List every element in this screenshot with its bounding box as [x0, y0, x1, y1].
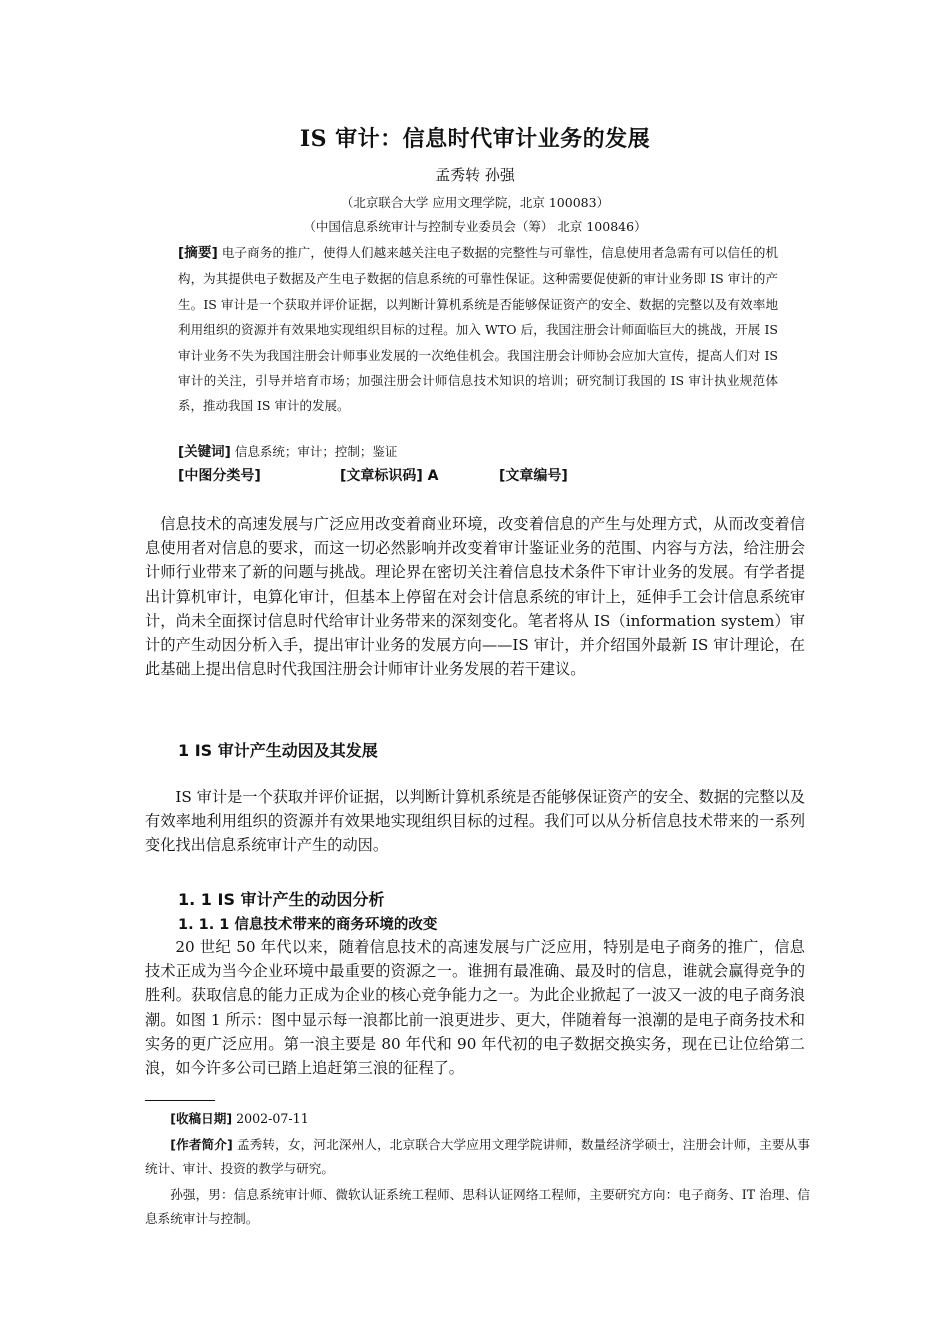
article-number-label: [文章编号] — [499, 468, 568, 484]
affiliation-2: （中国信息系统审计与控制专业委员会（筹） 北京 100846） — [303, 219, 647, 234]
affiliation-1: （北京联合大学 应用文理学院，北京 100083） — [340, 195, 610, 210]
section-1-1-heading: 1. 1 IS 审计产生的动因分析 — [178, 890, 385, 909]
keywords — [178, 440, 397, 460]
classification-label: [中图分类号] — [178, 468, 261, 484]
author-bio-label: [作者简介] — [170, 1137, 233, 1152]
footnote-author-1 — [145, 1133, 810, 1181]
document-id-label: [文章标识码] A — [340, 468, 439, 484]
section-1-1-1-paragraph: 20 世纪 50 年代以来，随着信息技术的高速发展与广泛应用，特别是电子商务的推广，信息技术正成为当今企业环境中最重要的资源之一。谁拥有最准确、最及时的信息，谁就会赢得竞争的胜利。获取信息的能力正成为企业的核心竞争能力之一。为此企业掀起了一波又一波的电子商务浪潮。如图 1 所示：图中显示每一浪都比前一浪更进步、更大，伴随着每一浪潮的是电子商务技术和实务的更广泛应用。第一浪主要是 80 年代和 90 年代初的电子数据交换实务，现在已让位给第二浪，如今许多公司已踏上追赶第三浪的征程了。 — [145, 938, 805, 1078]
author-1-bio: 孟秀转，女，河北深州人，北京联合大学应用文理学院讲师，数量经济学硕士，注册会计师，主要从事统计、审计、投资的教学与研究。 — [145, 1137, 810, 1176]
keywords-text: 信息系统；审计；控制；鉴证 — [234, 444, 398, 459]
abstract-text: 电子商务的推广，使得人们越来越关注电子数据的完整性与可靠性，信息使用者急需有可以信任的机构，为其提供电子数据及产生电子数据的信息系统的可靠性保证。这种需要促使新的审计业务即 IS 审计的产生。IS 审计是一个获取并评价证据，以判断计算机系统是否能够保证资产的安全、数据的完整以及有效率地利用组织的资源并有效果地实现组织目标的过程。加入 WTO 后，我国注册会计师面临巨大的挑战，开展 IS 审计业务不失为我国注册会计师事业发展的一次绝佳机会。我国注册会计师协会应加大宣传，提高人们对 IS 审计的关注，引导并培育市场；加强注册会计师信息技术知识的培训；研究制订我国的 IS 审计执业规范体系，推动我国 IS 审计的发展。 — [178, 245, 778, 414]
abstract — [178, 240, 778, 419]
section-1-paragraph: IS 审计是一个获取并评价证据，以判断计算机系统是否能够保证资产的安全、数据的完整以及有效率地利用组织的资源并有效果地实现组织目标的过程。我们可以从分析信息技术带来的一系列变化找出信息系统审计产生的动因。 — [145, 788, 805, 855]
section-1-heading: 1 IS 审计产生动因及其发展 — [178, 741, 378, 760]
received-date: 2002-07-11 — [236, 1111, 309, 1126]
footnote-author-2: 孙强，男：信息系统审计师、微软认证系统工程师、思科认证网络工程师，主要研究方向：电子商务、IT 治理、信息系统审计与控制。 — [145, 1187, 810, 1226]
abstract-label: [摘要] — [178, 245, 218, 261]
received-date-label: [收稿日期] — [170, 1111, 233, 1126]
section-1-1-1-heading: 1. 1. 1 信息技术带来的商务环境的改变 — [178, 917, 438, 933]
author-names: 孟秀转 孙强 — [435, 166, 515, 184]
intro-paragraph: 信息技术的高速发展与广泛应用改变着商业环境，改变着信息的产生与处理方式，从而改变着信息使用者对信息的要求，而这一切必然影响并改变着审计鉴证业务的范围、内容与方法，给注册会计师行业带来了新的问题与挑战。理论界在密切关注着信息技术条件下审计业务的发展。有学者提出计算机审计，电算化审计，但基本上停留在对会计信息系统的审计上，延伸手工会计信息系统审计，尚未全面探讨信息时代给审计业务带来的深刻变化。笔者将从 IS（information system）审计的产生动因分析入手，提出审计业务的发展方向——IS 审计，并介绍国外最新 IS 审计理论，在此基础上提出信息时代我国注册会计师审计业务发展的若干建议。 — [145, 515, 805, 679]
footnote-received-date — [145, 1107, 810, 1131]
footnote-divider — [145, 1100, 215, 1101]
paper-title: IS 审计：信息时代审计业务的发展 — [299, 126, 651, 152]
keywords-label: [关键词] — [178, 444, 231, 460]
